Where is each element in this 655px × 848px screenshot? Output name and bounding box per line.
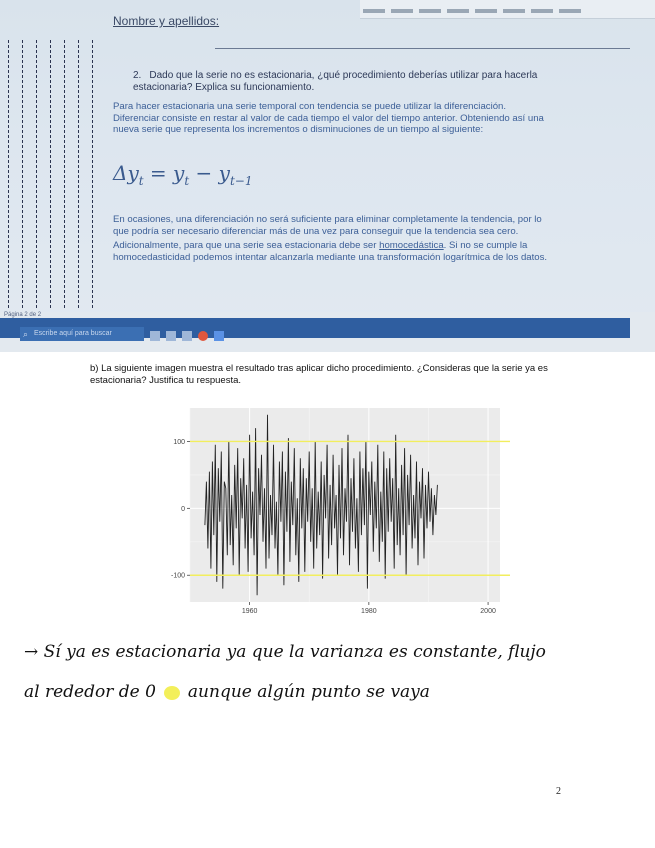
handwritten-line-1: → Sí ya es estacionaria ya que la varianza es constante, flujo: [24, 642, 546, 662]
name-line: [215, 48, 630, 49]
photo-of-screen: [0, 0, 655, 352]
difference-formula: $\Delta y_t = y_t - y_{t-1}$: [113, 161, 253, 188]
answer-paragraph-2: En ocasiones, una diferenciación no será suficiente para eliminar completamente la tendencia, por lo que podría ser necesario diferenciar más de una vez para conseguir que la tendencia sea cero.: [113, 214, 542, 237]
answer-paragraph-3: Adicionalmente, para que una serie sea estacionaria debe ser homocedástica. Si no se cumple la homocedasticidad podemos intentar alcanzarla mediante una transformación logarítmica de los datos.: [113, 240, 548, 263]
chrome-icon[interactable]: [198, 331, 208, 341]
taskbar-area: [0, 312, 655, 352]
page-number: 2: [556, 786, 561, 797]
y-tick-label: 0: [181, 505, 185, 513]
name-label: Nombre y apellidos:: [113, 14, 220, 28]
status-bar-text: Página 2 de 2: [4, 312, 42, 318]
y-tick-label: -100: [170, 572, 185, 580]
taskbar-icons: [150, 328, 230, 346]
folder-icon[interactable]: [166, 331, 176, 341]
x-tick-label: 1980: [361, 608, 377, 615]
question-b: b) La siguiente imagen muestra el resultado tras aplicar dicho procedimiento. ¿Consideras que la serie ya es estacionaria? Justifica tu respuesta.: [90, 363, 548, 386]
handwritten-line-2: al rededor de 0 aunque algún punto se vaya: [24, 682, 430, 702]
windows-taskbar: [0, 318, 630, 338]
answer-paragraph-1: Para hacer estacionaria una serie temporal con tendencia se puede utilizar la diferenciación. Diferenciar consiste en restar al valor de cada tiempo el valor del tiempo anterior. Obteniendo así una nueva serie que representa los incrementos o disminuciones de un tiempo al siguiente:: [113, 101, 544, 135]
handwritten-answer: [24, 632, 644, 712]
task-view-icon[interactable]: [150, 331, 160, 341]
yellow-highlight-mark: [164, 686, 180, 700]
time-series-chart: [160, 404, 510, 622]
x-tick-label: 2000: [480, 608, 496, 615]
taskbar-search[interactable]: ⌕ Escribe aquí para buscar: [20, 327, 144, 341]
homocedastica-link[interactable]: homocedástica: [379, 240, 444, 251]
y-tick-label: 100: [173, 438, 185, 446]
x-tick-label: 1960: [241, 608, 258, 615]
question-2: [133, 70, 553, 94]
question-number: 2.: [133, 70, 142, 81]
store-icon[interactable]: [182, 331, 192, 341]
question-text: Dado que la serie no es estacionaria, ¿qué procedimiento deberías utilizar para hacerla estacionaria? Explica su funcionamiento.: [133, 70, 538, 93]
word-icon[interactable]: [214, 331, 224, 341]
handwritten-margin-notes: [2, 40, 100, 308]
document-page: [105, 6, 565, 306]
